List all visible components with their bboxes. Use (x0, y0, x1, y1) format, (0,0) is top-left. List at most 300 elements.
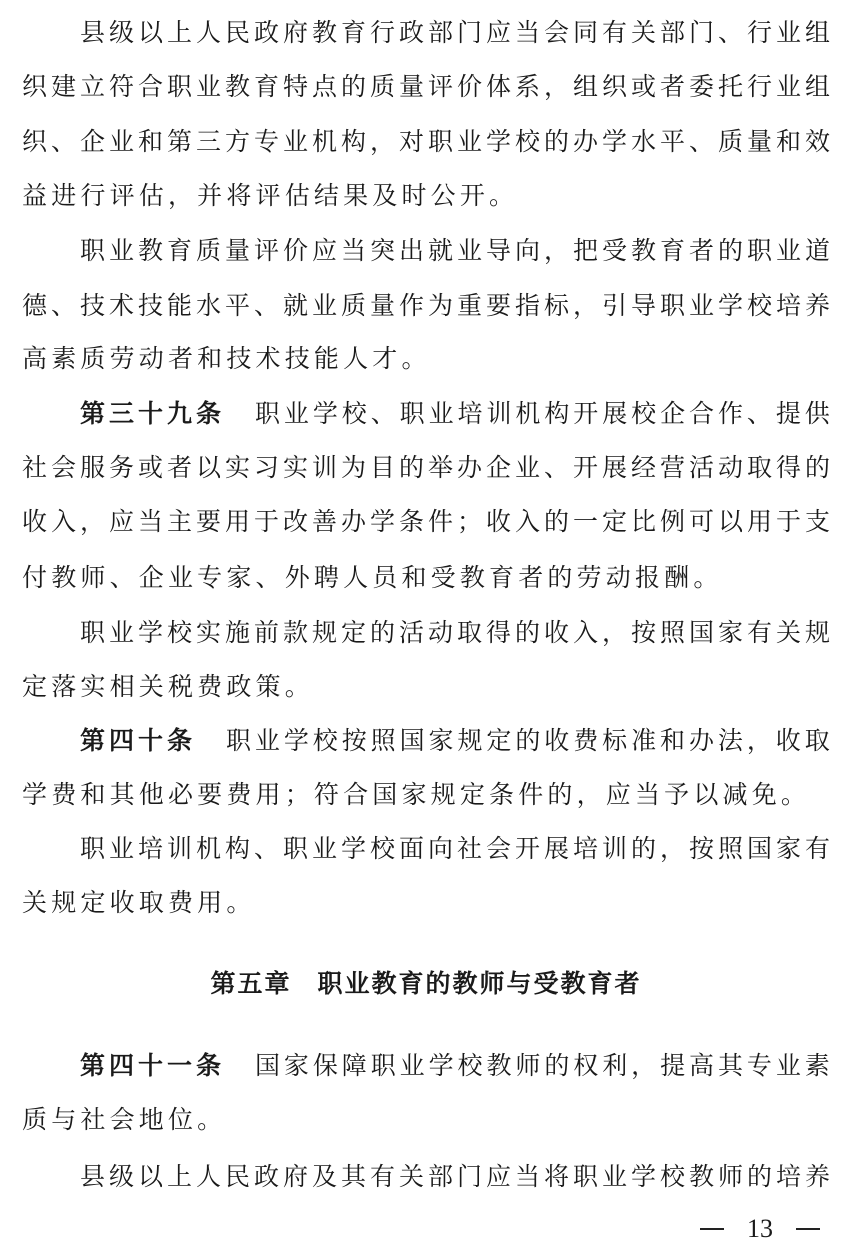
text-char: 善 (312, 507, 338, 536)
text-char: 技 (226, 344, 252, 373)
text-char: 业 (312, 291, 338, 320)
text-char: 标 (544, 291, 570, 320)
text-char: 为 (341, 453, 367, 482)
text-char: 支 (805, 507, 831, 536)
text-char: 公 (430, 181, 456, 210)
text-char: 条 (489, 780, 515, 809)
text-char: 社 (80, 1105, 106, 1134)
text-char: 技 (80, 291, 106, 320)
text-char: 用 (197, 888, 223, 917)
text-char: 学 (138, 618, 164, 647)
text-char: 业 (776, 18, 802, 47)
text-char: 用 (255, 780, 281, 809)
text-char: 民 (225, 1162, 251, 1191)
chapter-title: 职业教育的教师与受教育者 (317, 969, 642, 998)
text-char: 将 (226, 181, 252, 210)
text-char: 或 (138, 453, 164, 482)
text-char: 质 (80, 344, 106, 373)
text-char: 取 (804, 726, 830, 755)
text-char: 费 (226, 780, 252, 809)
chapter-number: 第五章 (210, 969, 292, 998)
text-char: 收 (544, 618, 570, 647)
text-char: 付 (22, 563, 48, 592)
text-char: 校 (312, 726, 338, 755)
text-char: 入 (573, 618, 599, 647)
text-char: 标 (602, 726, 628, 755)
text-char: 其 (717, 1051, 743, 1080)
text-char: 必 (167, 780, 193, 809)
text-char: 突 (370, 236, 396, 265)
article-line (80, 1049, 830, 1083)
text-char: 县 (80, 1162, 106, 1191)
text-char: 学 (22, 780, 48, 809)
text-char: 德 (22, 291, 48, 320)
text-char: 的 (805, 453, 831, 482)
text-char: 当 (138, 507, 164, 536)
text-char: 价 (283, 236, 309, 265)
text-char: 税 (167, 672, 193, 701)
text-char: 有 (370, 1162, 396, 1191)
text-char: 重 (457, 291, 483, 320)
text-char: 专 (197, 563, 223, 592)
text-char: 办 (341, 507, 367, 536)
text-char: 导 (631, 291, 657, 320)
text-char: 立 (80, 72, 106, 101)
text-char: 培 (776, 291, 802, 320)
text-char: 照 (660, 618, 686, 647)
text-char: 校 (457, 1051, 483, 1080)
text-char: 师 (718, 1162, 744, 1191)
text-char: 障 (341, 1051, 367, 1080)
text-char: 评 (428, 72, 454, 101)
text-char: 学 (428, 1051, 454, 1080)
text-char: 建 (51, 72, 77, 101)
text-char: 家 (226, 563, 252, 592)
text-char: ， (80, 507, 106, 536)
text-char: 校 (515, 127, 541, 156)
text-char: 规 (51, 888, 77, 917)
text-char: 训 (167, 834, 193, 863)
text-char: 以 (138, 1162, 164, 1191)
text-char: 组 (805, 18, 831, 47)
text-char: 第 (167, 127, 193, 156)
text-char: 校 (631, 399, 657, 428)
text-char: 其 (341, 1162, 367, 1191)
text-char: ， (573, 291, 599, 320)
text-char: 组 (573, 72, 599, 101)
text-char: 动 (718, 453, 744, 482)
text-char: 业 (109, 127, 135, 156)
text-char: 上 (167, 1162, 193, 1191)
text-char: 、 (254, 291, 280, 320)
text-char: 、 (51, 291, 77, 320)
text-char: 办 (457, 453, 483, 482)
text-char: ； (457, 507, 483, 536)
paragraph-line (80, 616, 830, 650)
text-char: 将 (544, 1162, 570, 1191)
text-char: 收 (22, 507, 48, 536)
text-char: 当 (634, 780, 660, 809)
text-char: ， (631, 1051, 657, 1080)
text-char: 人 (343, 563, 369, 592)
text-char: 与 (51, 1105, 77, 1134)
text-char: 法 (717, 726, 743, 755)
text-char: 机 (515, 399, 541, 428)
text-char: 和 (776, 127, 802, 156)
text-char: 职 (428, 127, 454, 156)
page-number-dash-left (700, 1228, 724, 1230)
text-char: 引 (602, 291, 628, 320)
text-char: 。 (489, 181, 515, 210)
text-char: 的 (341, 72, 367, 101)
text-char: 落 (51, 672, 77, 701)
text-char: 社 (22, 453, 48, 482)
text-char: 定 (341, 618, 367, 647)
text-char: 部 (660, 18, 686, 47)
text-char: 展 (602, 399, 628, 428)
text-char: 行 (80, 181, 106, 210)
text-char: 构 (225, 834, 251, 863)
text-char: 的 (544, 507, 570, 536)
text-char: 费 (197, 672, 223, 701)
text-char: 国 (399, 726, 425, 755)
text-char: ， (660, 834, 686, 863)
text-char: 组 (805, 72, 831, 101)
text-char: 三 (196, 127, 222, 156)
text-char: ， (544, 72, 570, 101)
text-char: 收 (109, 888, 135, 917)
text-char: 以 (196, 453, 222, 482)
text-char: 定 (80, 888, 106, 917)
text-char: 政 (254, 18, 280, 47)
text-char: 评 (254, 236, 280, 265)
text-char: 会 (109, 1105, 135, 1134)
article-label: 第四十条 (80, 726, 197, 755)
text-char: 关 (22, 888, 48, 917)
text-char: 开 (515, 834, 541, 863)
text-char: 学 (370, 507, 396, 536)
text-char: 。 (284, 672, 310, 701)
text-char: 及 (312, 1162, 338, 1191)
text-char: ， (370, 127, 396, 156)
text-char: 政 (399, 18, 425, 47)
text-char: 企 (138, 563, 164, 592)
text-char: 方 (225, 127, 251, 156)
text-char: 门 (457, 18, 483, 47)
text-char: 学 (486, 127, 512, 156)
article-label: 第四十一条 (80, 1051, 226, 1080)
text-char: 聘 (313, 563, 339, 592)
text-char: 者 (167, 344, 193, 373)
text-char: 要 (197, 780, 223, 809)
text-char: 定 (22, 672, 48, 701)
text-char: 提 (660, 1051, 686, 1080)
text-char: 高 (22, 344, 48, 373)
text-char: 校 (167, 618, 193, 647)
text-char: 民 (225, 18, 251, 47)
text-char: 为 (428, 291, 454, 320)
text-char: 展 (544, 834, 570, 863)
text-char: 要 (486, 291, 512, 320)
text-char: 报 (634, 563, 660, 592)
text-char: 业 (196, 72, 222, 101)
text-char: 目 (370, 453, 396, 482)
text-char: 习 (254, 453, 280, 482)
text-char: 面 (399, 834, 425, 863)
text-char: 合 (138, 72, 164, 101)
text-char: 政 (226, 672, 252, 701)
text-char: 人 (196, 18, 222, 47)
text-char: 校 (370, 834, 396, 863)
text-char: 保 (312, 1051, 338, 1080)
text-char: 业 (428, 399, 454, 428)
text-char: 的 (547, 780, 573, 809)
text-char: 师 (80, 563, 106, 592)
text-char: 、 (255, 563, 281, 592)
text-char: 特 (283, 72, 309, 101)
text-char: 业 (109, 236, 135, 265)
text-char: 定 (486, 726, 512, 755)
text-char: 进 (51, 181, 77, 210)
text-char: 门 (457, 1162, 483, 1191)
text-char: 业 (399, 1051, 425, 1080)
text-char: 可 (689, 507, 715, 536)
text-char: 向 (515, 236, 541, 265)
text-char: 育 (341, 18, 367, 47)
text-char: 件 (518, 780, 544, 809)
text-char: 、 (51, 127, 77, 156)
text-char: 照 (370, 726, 396, 755)
text-char: 于 (254, 507, 280, 536)
text-char: 开 (459, 181, 485, 210)
text-char: 动 (428, 618, 454, 647)
text-char: 培 (457, 399, 483, 428)
text-char: 社 (457, 834, 483, 863)
paragraph-line (22, 179, 830, 213)
text-char: 取 (138, 888, 164, 917)
text-char: 开 (573, 453, 599, 482)
text-char: 素 (51, 344, 77, 373)
text-char: 行 (747, 72, 773, 101)
text-char: 织 (602, 72, 628, 101)
text-char: 。 (693, 563, 719, 592)
text-char: 技 (138, 291, 164, 320)
text-char: 得 (486, 618, 512, 647)
text-char: 道 (805, 236, 831, 265)
text-char: 能 (167, 291, 193, 320)
text-char: 展 (602, 453, 628, 482)
text-char: 例 (660, 507, 686, 536)
text-char: 量 (370, 291, 396, 320)
text-char: 。 (197, 1105, 223, 1134)
text-char: 和 (197, 344, 223, 373)
paragraph-line (22, 670, 830, 704)
text-char: 专 (254, 127, 280, 156)
text-char: 技 (284, 344, 310, 373)
chapter-heading (0, 966, 852, 1002)
text-char: 织 (22, 72, 48, 101)
text-char: 业 (776, 236, 802, 265)
text-char: 人 (343, 344, 369, 373)
text-char: 的 (515, 726, 541, 755)
page-number-dash-right (796, 1228, 820, 1230)
text-char: 家 (428, 726, 454, 755)
text-char: 训 (486, 399, 512, 428)
text-char: 以 (138, 18, 164, 47)
paragraph-line (22, 886, 830, 920)
article-line (22, 561, 830, 595)
text-char: 当 (515, 1162, 541, 1191)
text-char: 实 (283, 453, 309, 482)
text-char: 行 (370, 18, 396, 47)
text-char: 企 (486, 453, 512, 482)
text-char: 用 (747, 507, 773, 536)
text-char: 的 (631, 834, 657, 863)
text-char: 术 (109, 291, 135, 320)
paragraph-line (80, 1160, 830, 1194)
text-char: 学 (602, 127, 628, 156)
text-char: 价 (457, 72, 483, 101)
text-char: 、 (370, 399, 396, 428)
text-char: 施 (225, 618, 251, 647)
text-char: 策 (255, 672, 281, 701)
text-char: 量 (399, 72, 425, 101)
text-char: 符 (109, 72, 135, 101)
text-char: 条 (399, 507, 425, 536)
text-char: 益 (22, 181, 48, 210)
text-char: 合 (343, 780, 369, 809)
text-char: 质 (196, 236, 222, 265)
text-char: 者 (518, 563, 544, 592)
text-char: 职 (660, 291, 686, 320)
text-char: 职 (399, 399, 425, 428)
text-char: 把 (573, 236, 599, 265)
paragraph-line (22, 70, 830, 104)
text-char: 的 (547, 563, 573, 592)
text-char: 水 (196, 291, 222, 320)
text-char: 养 (805, 1162, 831, 1191)
text-char: 者 (689, 236, 715, 265)
text-char: 受 (602, 236, 628, 265)
text-char: ， (602, 618, 628, 647)
text-char: 训 (602, 834, 628, 863)
text-char: 校 (660, 1162, 686, 1191)
text-char: 教 (51, 563, 77, 592)
text-char: ， (167, 181, 193, 210)
text-char: 要 (196, 507, 222, 536)
text-char: 实 (80, 672, 106, 701)
text-char: 业 (312, 834, 338, 863)
text-char: 经 (631, 453, 657, 482)
text-char: 入 (51, 507, 77, 536)
text-char: 级 (109, 18, 135, 47)
text-char: 职 (254, 399, 280, 428)
text-char: 关 (399, 1162, 425, 1191)
text-char: 企 (80, 127, 106, 156)
text-char: 构 (544, 399, 570, 428)
text-char: 相 (109, 672, 135, 701)
text-char: 人 (196, 1162, 222, 1191)
text-char: 前 (254, 618, 280, 647)
text-char: 。 (401, 344, 427, 373)
text-char: 国 (747, 834, 773, 863)
text-char: 部 (428, 1162, 454, 1191)
text-char: 育 (660, 236, 686, 265)
text-char: 活 (689, 453, 715, 482)
text-char: 应 (605, 780, 631, 809)
text-char: 质 (22, 1105, 48, 1134)
text-char: 质 (370, 72, 396, 101)
text-char: 业 (775, 1051, 801, 1080)
text-char: 门 (689, 18, 715, 47)
text-char: 教 (631, 236, 657, 265)
text-char: 才 (372, 344, 398, 373)
text-char: 能 (313, 344, 339, 373)
text-char: 县 (80, 18, 106, 47)
text-char: 会 (486, 834, 512, 863)
text-char: ； (284, 780, 310, 809)
text-char: 比 (631, 507, 657, 536)
text-char: 学 (631, 1162, 657, 1191)
text-char: 作 (399, 291, 425, 320)
text-char: 平 (660, 127, 686, 156)
text-char: 按 (341, 726, 367, 755)
text-char: 的 (515, 618, 541, 647)
text-char: 育 (489, 563, 515, 592)
text-char: 应 (312, 236, 338, 265)
text-char: 国 (372, 780, 398, 809)
text-char: 权 (573, 1051, 599, 1080)
text-char: 提 (775, 399, 801, 428)
text-char: 规 (430, 780, 456, 809)
text-char: 、 (746, 399, 772, 428)
text-char: 免 (751, 780, 777, 809)
text-char: 的 (544, 1051, 570, 1080)
text-char: 家 (718, 618, 744, 647)
page-number-value: 13 (747, 1214, 773, 1243)
text-char: 、 (544, 453, 570, 482)
text-char: 。 (780, 780, 806, 809)
paragraph-line (22, 342, 830, 376)
text-char: 、 (689, 127, 715, 156)
text-char: 当 (515, 18, 541, 47)
text-char: 职 (167, 72, 193, 101)
text-char: 评 (255, 181, 281, 210)
text-char: 业 (109, 618, 135, 647)
text-char: ， (576, 780, 602, 809)
text-char: 取 (747, 453, 773, 482)
text-char: 教 (459, 563, 485, 592)
text-char: 导 (486, 236, 512, 265)
text-char: 师 (515, 1051, 541, 1080)
text-char: 受 (430, 563, 456, 592)
text-char: 业 (515, 453, 541, 482)
text-char: 织 (22, 127, 48, 156)
text-char: 专 (746, 1051, 772, 1080)
text-char: 结 (313, 181, 339, 210)
text-char: 效 (805, 127, 831, 156)
text-char: 水 (631, 127, 657, 156)
text-char: 对 (399, 127, 425, 156)
text-char: 者 (167, 453, 193, 482)
text-char: 服 (80, 453, 106, 482)
article-line (80, 724, 830, 758)
text-char: 国 (254, 1051, 280, 1080)
text-char: 有 (602, 18, 628, 47)
text-char: 出 (399, 236, 425, 265)
text-char: 职 (80, 236, 106, 265)
text-char: 的 (718, 236, 744, 265)
